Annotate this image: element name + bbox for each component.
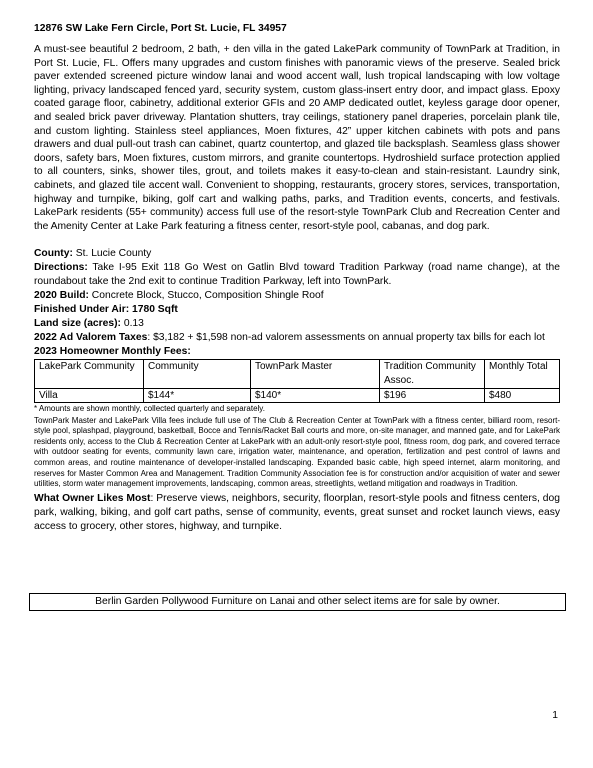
fees-table-header-row bbox=[35, 360, 560, 388]
land-field bbox=[34, 317, 560, 331]
county-value: St. Lucie County bbox=[72, 248, 152, 260]
fees-header-cell: Monthly Total bbox=[485, 360, 560, 388]
fees-cell: $140* bbox=[251, 388, 380, 403]
taxes-label: 2022 Ad Valorem Taxes bbox=[34, 332, 148, 344]
sale-note-box: Berlin Garden Pollywood Furniture on Lanai and other select items are for sale by owner. bbox=[29, 593, 566, 611]
fees-header-cell: Community bbox=[144, 360, 251, 388]
owner-likes-label: What Owner Likes Most bbox=[34, 492, 151, 504]
fees-cell: $196 bbox=[380, 388, 485, 403]
fees-header-cell: Tradition Community Assoc. bbox=[380, 360, 485, 388]
taxes-value: : $3,182 + $1,598 non-ad valorem assessments on annual property tax bills for each lot bbox=[147, 332, 545, 344]
county-label: County: bbox=[34, 248, 73, 260]
land-value: 0.13 bbox=[120, 318, 144, 330]
fees-cell: $480 bbox=[485, 388, 560, 403]
build-label: 2020 Build: bbox=[34, 290, 89, 302]
fees-footnote: * Amounts are shown monthly, collected quarterly and separately. bbox=[34, 404, 265, 414]
owner-likes-field bbox=[34, 492, 560, 534]
land-label: Land size (acres): bbox=[34, 318, 121, 330]
fees-cell: $144* bbox=[144, 388, 251, 403]
fees-heading bbox=[34, 345, 560, 359]
fees-table bbox=[34, 359, 560, 403]
directions-field bbox=[34, 261, 560, 289]
fees-header-cell: LakePark Community bbox=[35, 360, 144, 388]
owner-likes-value: : Preserve views, neighbors, security, floorplan, resort-style pools and fitness centers, dog park, walking, biking, and golf cart paths, sense of community, events, great sunset and rocket launch views, easy access to grocery, other stores, highway, and turnpike. bbox=[34, 492, 560, 532]
finished-field bbox=[34, 303, 560, 317]
directions-label: Directions: bbox=[34, 262, 88, 274]
fees-heading-label: 2023 Homeowner Monthly Fees: bbox=[34, 346, 191, 358]
county-field bbox=[34, 247, 560, 261]
taxes-field bbox=[34, 331, 560, 345]
property-address-title: 12876 SW Lake Fern Circle, Port St. Lucie, FL 34957 bbox=[34, 23, 287, 34]
page-number: 1 bbox=[552, 710, 558, 721]
finished-label: Finished Under Air: 1780 Sqft bbox=[34, 304, 178, 316]
property-description: A must-see beautiful 2 bedroom, 2 bath, + den villa in the gated LakePark community of TownPark at Tradition, in Port St. Lucie, FL. Offers many upgrades and custom finishes with panoramic views of the preserve. Sealed brick paver extended screened picture window lanai and wood accent wall, lush tropical landscaping with low voltage lighting, privacy landscaped fenced yard, security system, custom glass-insert entry door, and impact glass. Epoxy coated garage floor, cabinetry, additional exterior GFIs and 20 AMP dedicated outlet, keyless garage door opener, and sealed brick paver driveway. Plantation shutters, tray ceilings, stationery panel draperies, porcelain plank tile, and custom lighting. Stainless steel appliances, Moen fixtures, 42” upper kitchen cabinets with pots and pans drawers and dual pull-out trash can cabinet, quartz countertop, and glazed tile backsplash. Seamless glass shower doors, safety bars, Moen fixtures, custom mirrors, and granite countertops. Hydroshield surface protection applied to all counters, sinks, shower tiles, grout, and toilets makes it easy-to-clean and stain-resistant. Laundry sink, cabinets, and glazed tile accent wall. Convenient to shopping, restaurants, grocery stores, services, transportation, highway and turnpike, biking, golf cart and walking paths, parks, and Tradition events, concerts, and festivals. LakePark residents (55+ community) access full use of the resort-style TownPark Club and Recreation Center and the Amenity Center at Lake Park featuring a fitness center, resort-style pool, cabanas, and dog park. bbox=[34, 44, 560, 232]
document-page bbox=[34, 22, 560, 534]
fees-cell: Villa bbox=[35, 388, 144, 403]
fees-header-cell: TownPark Master bbox=[251, 360, 380, 388]
fees-inclusions-note: TownPark Master and LakePark Villa fees include full use of The Club & Recreation Center at TownPark with a fitness center, billiard room, resort-style pool, splashpad, playground, basketball, Bocce and Tennis/Racket Ball courts and more, on-site manager, and manned gate, and for LakePark residents only, access to the Club & Recreation Center at LakePark with an adult-only resort-style pool, fitness room, dog park, and covered terrace with outdoor seating for events, community lawn care, irrigation water, maintenance, and operation, fertilization and pest control of lawns and common areas, and routine maintenance of developer-installed landscaping. Expanded basic cable, high speed internet, alarm monitoring, and reserves for Master Common Area and Management. Tradition Community Association fee is for construction and/or acquisition of water and sewer utilities, storm water management improvements, landscaping, common areas, streetlights, wetland mitigation and roadways in Tradition. bbox=[34, 415, 560, 489]
build-value: Concrete Block, Stucco, Composition Shingle Roof bbox=[88, 290, 324, 302]
build-field bbox=[34, 289, 560, 303]
table-row bbox=[35, 388, 560, 403]
directions-value: Take I-95 Exit 118 Go West on Gatlin Blvd toward Tradition Parkway (road name change), at the roundabout take the 2nd exit to continue Tradition Parkway, left into TownPark. bbox=[34, 262, 560, 288]
